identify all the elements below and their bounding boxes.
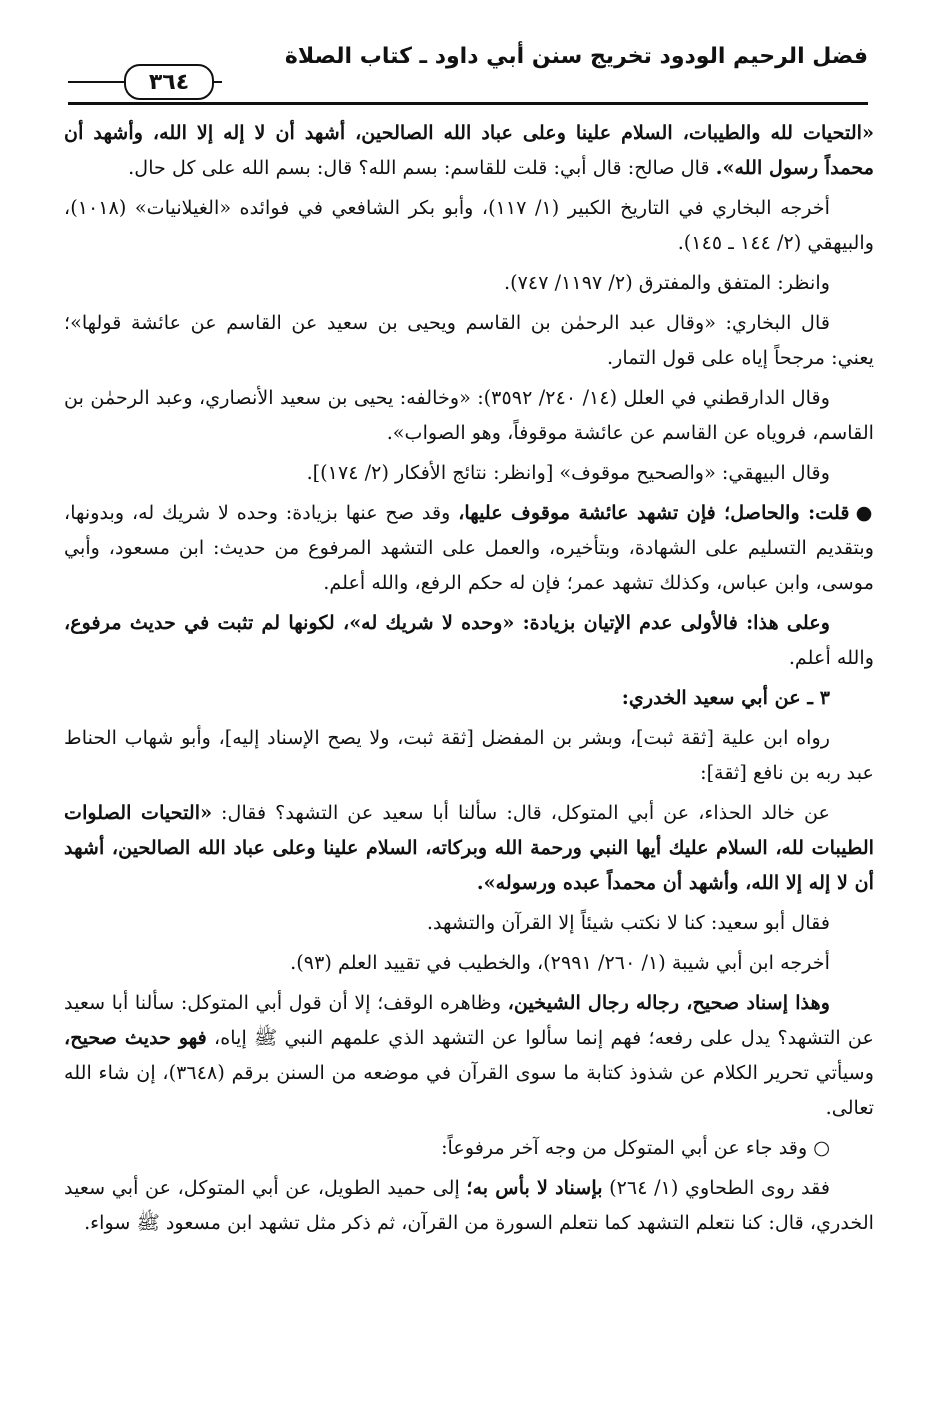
paragraph-text: فقد روى الطحاوي (١/ ٢٦٤) [602, 1176, 830, 1199]
paragraph [64, 1170, 874, 1240]
header-rule [68, 102, 868, 105]
section-heading: ٣ ـ عن أبي سعيد الخدري: [621, 686, 830, 709]
header-ornament-line [68, 81, 124, 83]
paragraph [64, 795, 874, 900]
paragraph-text: إلى حميد الطويل، عن أبي المتوكل، عن أبي سعيد الخدري، قال: كنا نتعلم التشهد كما نتعلم السورة من القرآن، ثم ذكر مثل تشهد ابن مسعود ﷺ سواء. [64, 1176, 874, 1234]
running-title: فضل الرحيم الودود تخريج سنن أبي داود ـ كتاب الصلاة [284, 44, 868, 69]
header-ornament-line [214, 81, 222, 83]
paragraph-bold: وعلى هذا: فالأولى عدم الإتيان بزيادة: «وحده لا شريك له»، لكونها لم تثبت في حديث مرفوع، [64, 611, 830, 634]
paragraph: قال البخاري: «وقال عبد الرحمٰن بن القاسم ويحيى بن سعيد عن القاسم عن عائشة قولها»؛ يعني: مرجحاً إياه على قول التمار. [64, 311, 874, 369]
paragraph-text: وقد صح عنها بزيادة: وحده لا شريك له، وبدونها، وبتقديم التسليم على الشهادة، وبتأخيره، والعمل على التشهد المرفوع من حديث: ابن مسعود، وأبي موسى، وابن عباس، وكذلك تشهد عمر؛ فإن له حكم الرفع، والله أعلم. [64, 501, 874, 594]
paragraph-bold: فهو حديث صحيح، [64, 1026, 207, 1049]
paragraph: فقال أبو سعيد: كنا لا نكتب شيئاً إلا القرآن والتشهد. [426, 911, 830, 934]
circle-bullet-icon: ○ [813, 1136, 830, 1159]
paragraph-bold: وهذا إسناد صحيح، رجاله رجال الشيخين، [507, 991, 830, 1014]
page-number-badge [124, 64, 214, 100]
page-header [68, 38, 868, 98]
paragraph-bold: قلت: والحاصل؛ فإن تشهد عائشة موقوف عليها، [458, 501, 850, 524]
paragraph-text: عن خالد الحذاء، عن أبي المتوكل، قال: سألنا أبا سعيد عن التشهد؟ فقال: [212, 801, 831, 824]
quoted-tashahhud: «التحيات لله والطيبات، السلام علينا وعلى عباد الله الصالحين، أشهد أن لا إله إلا الله، وأشهد أن محمداً رسول الله». [64, 121, 874, 179]
paragraph: وقال البيهقي: «والصحيح موقوف» [وانظر: نتائج الأفكار (٢/ ١٧٤)]. [306, 461, 830, 484]
paragraph-text: والله أعلم. [788, 646, 874, 669]
paragraph-text: وسيأتي تحرير الكلام عن شذوذ كتابة ما سوى القرآن في موضعه من السنن برقم (٣٦٤٨)، إن شاء الله تعالى. [64, 1061, 874, 1119]
paragraph: أخرجه البخاري في التاريخ الكبير (١/ ١١٧)، وأبو بكر الشافعي في فوائده «الغيلانيات» (١٠١٨)، والبيهقي (٢/ ١٤٤ ـ ١٤٥). [64, 196, 874, 254]
page-body [64, 115, 874, 1245]
paragraph: أخرجه ابن أبي شيبة (١/ ٢٦٠/ ٢٩٩١)، والخطيب في تقييد العلم (٩٣). [290, 951, 830, 974]
paragraph-text: قال صالح: قال أبي: قلت للقاسم: بسم الله؟ قال: بسم الله على كل حال. [128, 156, 716, 179]
bullet-icon: ● [855, 501, 875, 524]
paragraph-text: وقد جاء عن أبي المتوكل من وجه آخر مرفوعاً: [441, 1136, 808, 1159]
paragraph-text: وظاهره الوقف؛ إلا أن قول أبي المتوكل: سألنا أبا سعيد عن التشهد؟ يدل على رفعه؛ فهم إنما سألوا عن التشهد الذي علمهم النبي ﷺ إياه، [64, 991, 874, 1049]
paragraph [64, 495, 874, 600]
page-number: ٣٦٤ [148, 69, 190, 95]
paragraph [64, 1130, 874, 1165]
quoted-tashahhud: «التحيات الصلوات الطيبات لله، السلام عليك أيها النبي ورحمة الله وبركاته، السلام علينا وعلى عباد الله الصالحين، أشهد أن لا إله إلا الله، وأشهد أن محمداً عبده ورسوله». [64, 801, 874, 894]
paragraph: وانظر: المتفق والمفترق (٢/ ١١٩٧/ ٧٤٧). [503, 271, 830, 294]
paragraph: وقال الدارقطني في العلل (١٤/ ٢٤٠/ ٣٥٩٢): «وخالفه: يحيى بن سعيد الأنصاري، وعبد الرحمٰن بن القاسم، فروياه عن القاسم عن عائشة موقوفاً، وهو الصواب». [64, 386, 874, 444]
paragraph: رواه ابن علية [ثقة ثبت]، وبشر بن المفضل [ثقة ثبت، ولا يصح الإسناد إليه]، وأبو شهاب الحناط عبد ربه بن نافع [ثقة]: [64, 726, 874, 784]
paragraph-bold: بإسناد لا بأس به؛ [466, 1176, 603, 1199]
paragraph [64, 115, 874, 185]
paragraph [64, 605, 874, 675]
paragraph [64, 985, 874, 1125]
